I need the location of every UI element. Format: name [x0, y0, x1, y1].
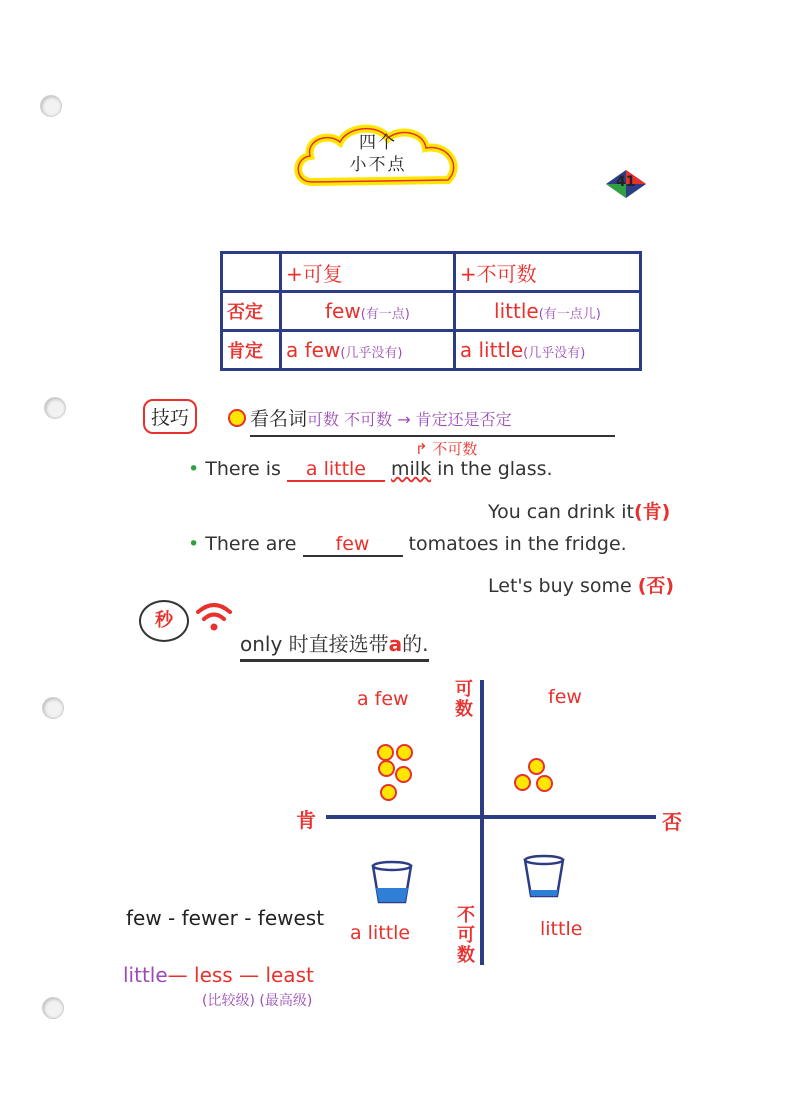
cell-word: a little	[459, 338, 524, 362]
coin-icon	[396, 744, 413, 761]
trick-label-text: 秒	[155, 610, 173, 631]
example-2-follow-text: Let's buy some	[488, 575, 632, 597]
little-word: little	[123, 963, 168, 987]
cell-word: few	[325, 299, 361, 323]
table-cell	[454, 331, 640, 370]
cell-note: (几乎没有)	[523, 346, 586, 361]
coin-icon	[377, 744, 394, 761]
vertical-axis	[480, 680, 484, 965]
table-cell	[281, 292, 455, 331]
example-2-tag: (否)	[637, 575, 675, 597]
example-2-answer: few	[303, 533, 403, 557]
wifi-icon	[194, 598, 234, 638]
less-least-words: — less — least	[167, 963, 314, 987]
tip-label: 技巧	[143, 399, 197, 434]
coin-icon	[536, 775, 553, 792]
quadrant-label-a-little: a little	[350, 922, 411, 944]
trick-label	[139, 600, 189, 642]
trick-text-b: 的.	[402, 632, 429, 656]
cell-note: (有一点)	[360, 307, 410, 322]
example-1-post: in the glass.	[437, 458, 553, 480]
cell-note: (几乎没有)	[340, 346, 403, 361]
coin-icon	[528, 758, 545, 775]
row-label-positive: 肯定	[222, 331, 281, 370]
example-2-sentence: • There are few tomatoes in the fridge.	[188, 533, 627, 555]
example-1-answer: a little	[287, 458, 385, 482]
title-line-1: 四个	[359, 133, 397, 153]
uncountable-note: 不可数	[432, 440, 478, 458]
trick-text	[240, 628, 429, 662]
cup-icon	[370, 860, 414, 906]
table-header-countable: +可复	[281, 253, 455, 292]
coin-icon	[380, 784, 397, 801]
title-cloud	[292, 122, 464, 194]
bullet-dot	[228, 409, 246, 427]
table-corner-cell	[222, 253, 281, 292]
tip-text-b: 可数 不可数 → 肯定还是否定	[307, 410, 512, 429]
example-1-pre: There is	[205, 458, 281, 480]
coin-icon	[395, 766, 412, 783]
example-1-tag: (肯)	[633, 501, 671, 523]
table-row	[222, 331, 641, 370]
example-1-follow	[488, 497, 670, 524]
note-above-milk: ↱ 不可数	[415, 440, 478, 458]
example-2-post: tomatoes in the fridge.	[408, 533, 627, 555]
quadrant-label-a-few: a few	[357, 688, 409, 710]
tip-text-a: 看名词	[250, 408, 308, 430]
cell-note: (有一点儿)	[538, 307, 601, 322]
binder-hole-2	[44, 397, 66, 419]
badge-number: 41	[616, 174, 636, 190]
table-cell	[454, 292, 640, 331]
quadrant-label-little: little	[540, 918, 583, 940]
example-1-follow-text: You can drink it	[488, 501, 634, 523]
row-label-negative: 否定	[222, 292, 281, 331]
coin-icon	[378, 760, 395, 777]
cell-word: little	[494, 299, 539, 323]
coin-icon	[514, 774, 531, 791]
axis-top-label: 可数	[455, 679, 473, 720]
cell-word: a few	[286, 338, 341, 362]
binder-hole-3	[42, 697, 64, 719]
few-little-table	[220, 251, 642, 371]
page-number-badge	[604, 168, 644, 196]
table-cell	[281, 331, 455, 370]
little-comparatives	[123, 963, 314, 987]
table-header-uncountable: +不可数	[454, 253, 640, 292]
horizontal-axis	[326, 815, 656, 819]
binder-hole-4	[42, 997, 64, 1019]
axis-bottom-label: 不可数	[457, 905, 475, 966]
trick-text-a: only 时直接选带	[240, 632, 389, 656]
degree-notes: (比较级) (最高级)	[202, 993, 313, 1009]
example-1-sentence: • There is a little milk in the glass.	[188, 458, 553, 480]
cup-icon	[522, 854, 566, 900]
quadrant-label-few: few	[548, 686, 582, 708]
table-row	[222, 292, 641, 331]
axis-left-label: 肯	[296, 808, 316, 832]
example-1-noun: milk	[391, 458, 432, 480]
few-comparatives: few - fewer - fewest	[126, 906, 325, 930]
binder-hole-1	[40, 95, 62, 117]
example-2-pre: There are	[205, 533, 297, 555]
axis-right-label: 否	[662, 810, 682, 834]
title-line-2: 小不点	[349, 155, 407, 175]
tip-text	[250, 404, 615, 437]
trick-letter: a	[388, 632, 403, 656]
table-header-row	[222, 253, 641, 292]
example-2-follow	[488, 571, 674, 598]
